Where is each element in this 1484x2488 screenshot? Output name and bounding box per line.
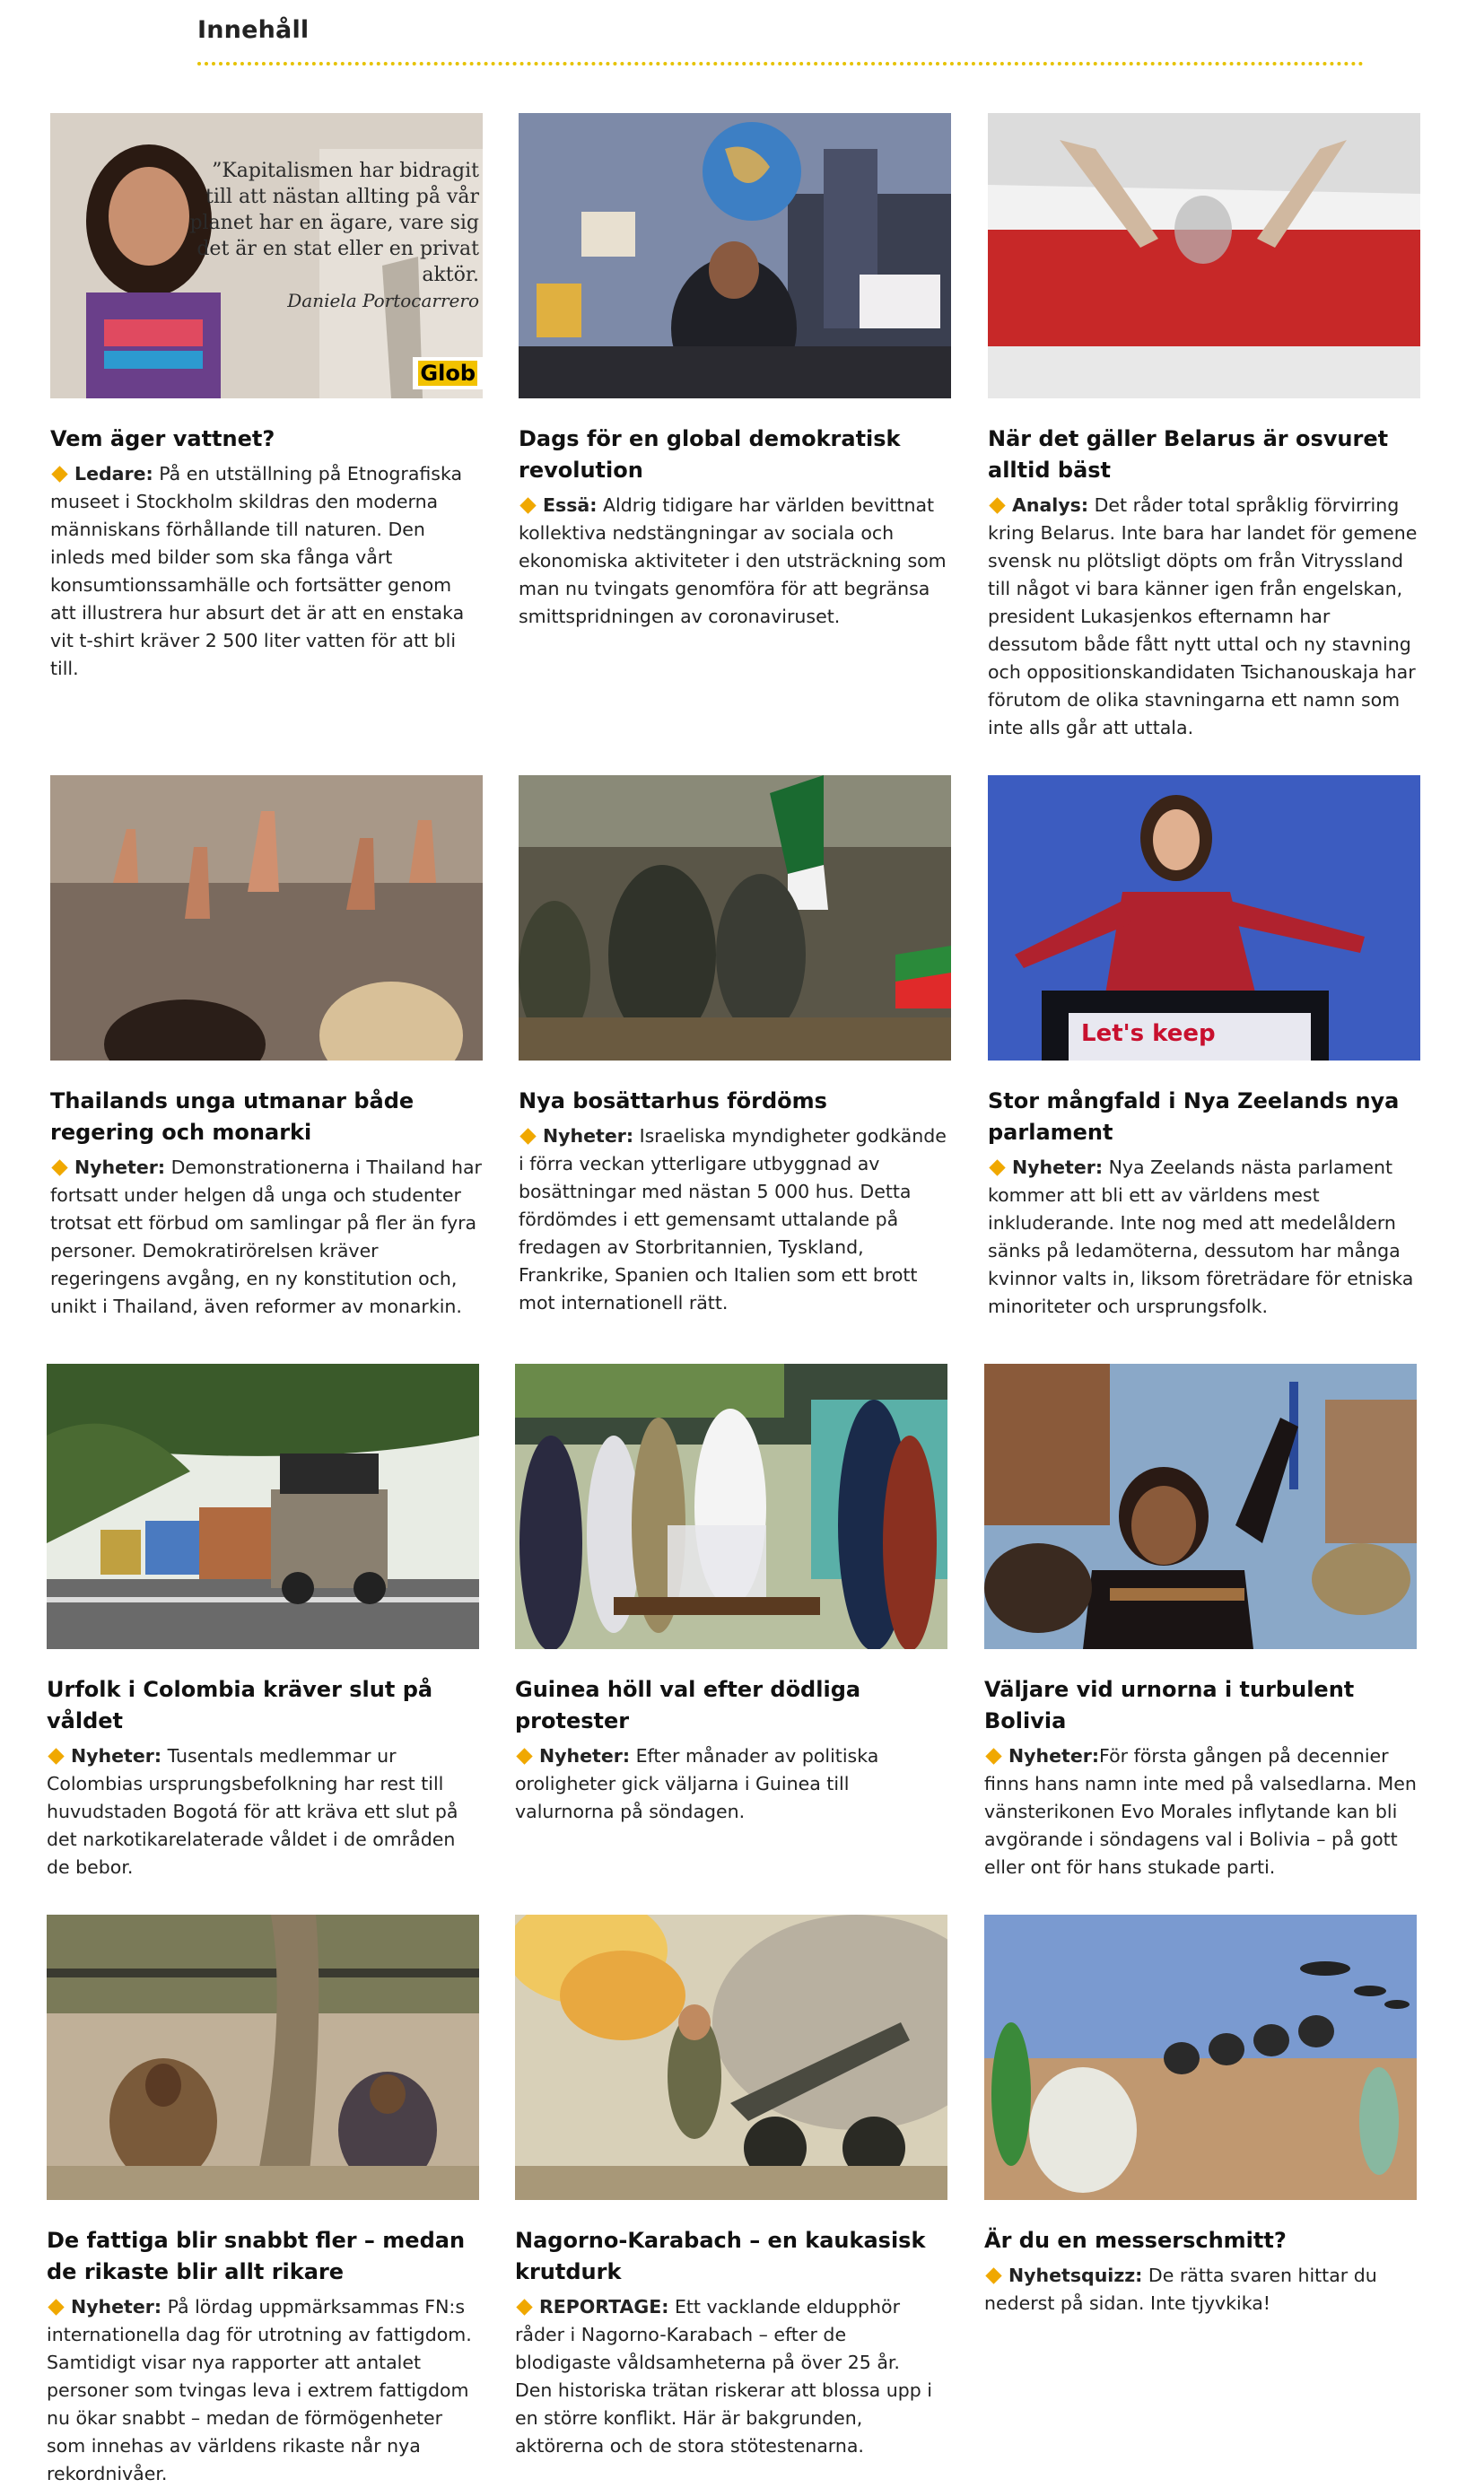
article-image-three-finger-salute[interactable] bbox=[50, 775, 483, 1061]
article-title[interactable]: Guinea höll val efter dödliga protester bbox=[515, 1677, 861, 1733]
article-summary bbox=[988, 492, 1420, 742]
diamond-icon bbox=[48, 1748, 64, 1764]
article-summary bbox=[519, 1122, 951, 1317]
article-tag: REPORTAGE: bbox=[539, 2296, 669, 2318]
diamond-icon bbox=[48, 2299, 64, 2315]
article-card[interactable] bbox=[988, 113, 1420, 742]
article-text: Aldrig tidigare har världen bevittnat kollektiva nedstängningar av sociala och ekonomiska aktiviteter i den utsträckning som man nu tvingats genomföra för att begränsa smittspridningen av coronaviruset. bbox=[519, 494, 947, 627]
article-card[interactable] bbox=[515, 1915, 947, 2460]
article-title[interactable]: Thailands unga utmanar både regering och monarki bbox=[50, 1088, 415, 1145]
article-text: De rätta svaren hittar du nederst på sidan. Inte tjyvkika! bbox=[984, 2265, 1377, 2314]
article-tag: Essä: bbox=[543, 494, 598, 516]
article-tag: Ledare: bbox=[74, 463, 153, 485]
page-header bbox=[197, 16, 1364, 65]
diamond-icon bbox=[51, 1159, 67, 1175]
article-title[interactable]: Dags för en global demokratisk revolution bbox=[519, 426, 901, 483]
article-image-morales-crowd[interactable] bbox=[984, 1364, 1417, 1649]
article-title[interactable]: Är du en messerschmitt? bbox=[984, 2228, 1287, 2253]
article-summary bbox=[47, 2293, 479, 2488]
diamond-icon bbox=[989, 497, 1005, 513]
article-summary bbox=[988, 1154, 1420, 1321]
image-quote bbox=[183, 158, 483, 314]
diamond-icon bbox=[516, 2299, 532, 2315]
article-card[interactable] bbox=[515, 1364, 947, 1826]
article-text: På en utställning på Etnografiska museet i Stockholm skildras den moderna människans förhållande till naturen. Den inleds med bilder som ska fånga vårt konsumtionssamhälle och fortsätter genom att illustrera hur absurt det är att en enstaka vit t-shirt kräver 2 500 liter vatten för att bli till. bbox=[50, 463, 465, 679]
diamond-icon bbox=[51, 466, 67, 482]
article-card[interactable] bbox=[47, 1364, 479, 1881]
article-text: För första gången på decennier finns hans namn inte med på valsedlarna. Men vänsterikonen Evo Morales inflytande kan bli avgörande i söndagens val i Bolivia – på gott eller ont för hans stukade parti. bbox=[984, 1745, 1417, 1878]
article-image-jacinda-speech[interactable] bbox=[988, 775, 1420, 1061]
article-card[interactable] bbox=[50, 113, 483, 683]
article-title[interactable]: Stor mångfald i Nya Zeelands nya parlament bbox=[988, 1088, 1400, 1145]
article-card[interactable] bbox=[519, 775, 951, 1317]
article-tag: Nyheter: bbox=[1008, 1745, 1100, 1767]
page-title: Innehåll bbox=[197, 16, 310, 44]
article-tag: Nyheter: bbox=[539, 1745, 631, 1767]
article-image-trucks-colombia[interactable] bbox=[47, 1364, 479, 1649]
article-image-artillery[interactable] bbox=[515, 1915, 947, 2200]
article-summary bbox=[515, 1742, 947, 1826]
article-title[interactable]: Urfolk i Colombia kräver slut på våldet bbox=[47, 1677, 433, 1733]
article-card[interactable] bbox=[984, 1364, 1417, 1881]
article-title[interactable]: Nya bosättarhus fördöms bbox=[519, 1088, 827, 1113]
diamond-icon bbox=[516, 1748, 532, 1764]
article-card[interactable] bbox=[47, 1915, 479, 2488]
article-summary bbox=[50, 460, 483, 683]
diamond-icon bbox=[985, 2267, 1001, 2283]
dotted-divider bbox=[197, 62, 1364, 65]
article-summary bbox=[47, 1742, 479, 1881]
image-quote-attribution: Daniela Portocarrero bbox=[287, 290, 479, 311]
article-tag: Nyheter: bbox=[1012, 1157, 1104, 1178]
article-title[interactable]: När det gäller Belarus är osvuret alltid bäst bbox=[988, 426, 1389, 483]
article-text: Efter månader av politiska oroligheter gick väljarna i Guinea till valurnorna på söndagen. bbox=[515, 1745, 879, 1822]
article-title[interactable]: De fattiga blir snabbt fler – medan de rikaste blir allt rikare bbox=[47, 2228, 466, 2284]
diamond-icon bbox=[985, 1748, 1001, 1764]
article-text: Det råder total språklig förvirring kring Belarus. Inte bara har landet för gemene svensk nu plötsligt döpts om från Vitryssland till något vi bara känner igen från engelskan, president Lukasjenkos efternamn har dessutom både fått nytt uttal och ny stavning och oppositionskandidaten Tsichanouskaja har förutom de olika stavningarna ett namn som inte alls går att uttala. bbox=[988, 494, 1418, 738]
article-text: Israeliska myndigheter godkände i förra veckan ytterligare utbyggnad av bosättningar med nästan 5 000 hus. Detta fördömdes i ett gemensamt uttalande på fredagen av Storbritannien, Tyskland, Frankrike, Spanien och Italien som ett brott mot internationell rätt. bbox=[519, 1125, 947, 1314]
article-text-continued: Den historiska trätan riskerar att blossa upp i en större konflikt. Här är bakgrunden, aktörerna och de stora stötestenarna. bbox=[515, 2379, 932, 2457]
article-image-soldiers-flag[interactable] bbox=[519, 775, 951, 1061]
article-card[interactable] bbox=[988, 775, 1420, 1321]
article-tag: Nyhetsquizz: bbox=[1008, 2265, 1143, 2286]
diamond-icon bbox=[519, 1128, 536, 1144]
article-card[interactable] bbox=[519, 113, 951, 631]
glob-logo bbox=[413, 357, 483, 389]
article-tag: Nyheter: bbox=[543, 1125, 634, 1147]
article-summary bbox=[519, 492, 951, 631]
article-image-quiz-collage[interactable] bbox=[984, 1915, 1417, 2200]
article-text: Ett vacklande eldupphör råder i Nagorno-Karabach – efter de blodigaste våldsamheterna på över 25 år. bbox=[515, 2296, 901, 2373]
article-image-globe-protest[interactable] bbox=[519, 113, 951, 398]
article-text: Tusentals medlemmar ur Colombias ursprungsbefolkning har rest till huvudstaden Bogotá för att kräva ett slut på det narkotikarelaterade våldet i de områden de bebor. bbox=[47, 1745, 458, 1878]
article-tag: Nyheter: bbox=[71, 2296, 162, 2318]
article-image-guinea-ballot[interactable] bbox=[515, 1364, 947, 1649]
article-image-poverty[interactable] bbox=[47, 1915, 479, 2200]
article-summary bbox=[984, 1742, 1417, 1881]
diamond-icon bbox=[519, 497, 536, 513]
glob-logo-text: Glob bbox=[420, 361, 476, 386]
article-text: På lördag uppmärksammas FN:s internationella dag för utrotning av fattigdom. Samtidigt visar nya rapporter att antalet personer som tvingas leva i extrem fattigdom nu ökar snabbt – medan de förmögenheter som innehas av världens rikaste når nya rekordnivåer. bbox=[47, 2296, 472, 2484]
article-tag: Analys: bbox=[1012, 494, 1089, 516]
image-quote-text: ”Kapitalismen har bidragit till att nästan allting på vår planet har en ägare, vare sig det är en stat eller en privat aktör. bbox=[189, 160, 479, 286]
article-title[interactable]: Väljare vid urnorna i turbulent Bolivia bbox=[984, 1677, 1355, 1733]
article-summary bbox=[515, 2293, 947, 2460]
article-tag: Nyheter: bbox=[71, 1745, 162, 1767]
article-card[interactable] bbox=[984, 1915, 1417, 2318]
diamond-icon bbox=[989, 1159, 1005, 1175]
article-text: Demonstrationerna i Thailand har fortsatt under helgen då unga och studenter trotsat ett förbud om samlingar på fler än fyra personer. Demokratirörelsen kräver regeringens avgång, en ny konstitution och, unikt i Thailand, även reformer av monarkin. bbox=[50, 1157, 482, 1317]
article-title[interactable]: Nagorno-Karabach – en kaukasisk krutdurk bbox=[515, 2228, 926, 2284]
article-tag: Nyheter: bbox=[74, 1157, 166, 1178]
article-card[interactable] bbox=[50, 775, 483, 1321]
article-summary bbox=[50, 1154, 483, 1321]
article-image-woman-quote[interactable] bbox=[50, 113, 483, 398]
article-summary bbox=[984, 2262, 1417, 2318]
article-image-belarus-flag[interactable] bbox=[988, 113, 1420, 398]
podium-sign-text: Let's keep bbox=[1081, 1020, 1216, 1047]
article-title[interactable]: Vem äger vattnet? bbox=[50, 426, 275, 451]
article-text: Nya Zeelands nästa parlament kommer att bli ett av världens mest inkluderande. Inte nog med att medelåldern sänks på ledamöterna, dessutom har många kvinnor valts in, liksom företrädare för etniska minoriteter och ursprungsfolk. bbox=[988, 1157, 1414, 1317]
